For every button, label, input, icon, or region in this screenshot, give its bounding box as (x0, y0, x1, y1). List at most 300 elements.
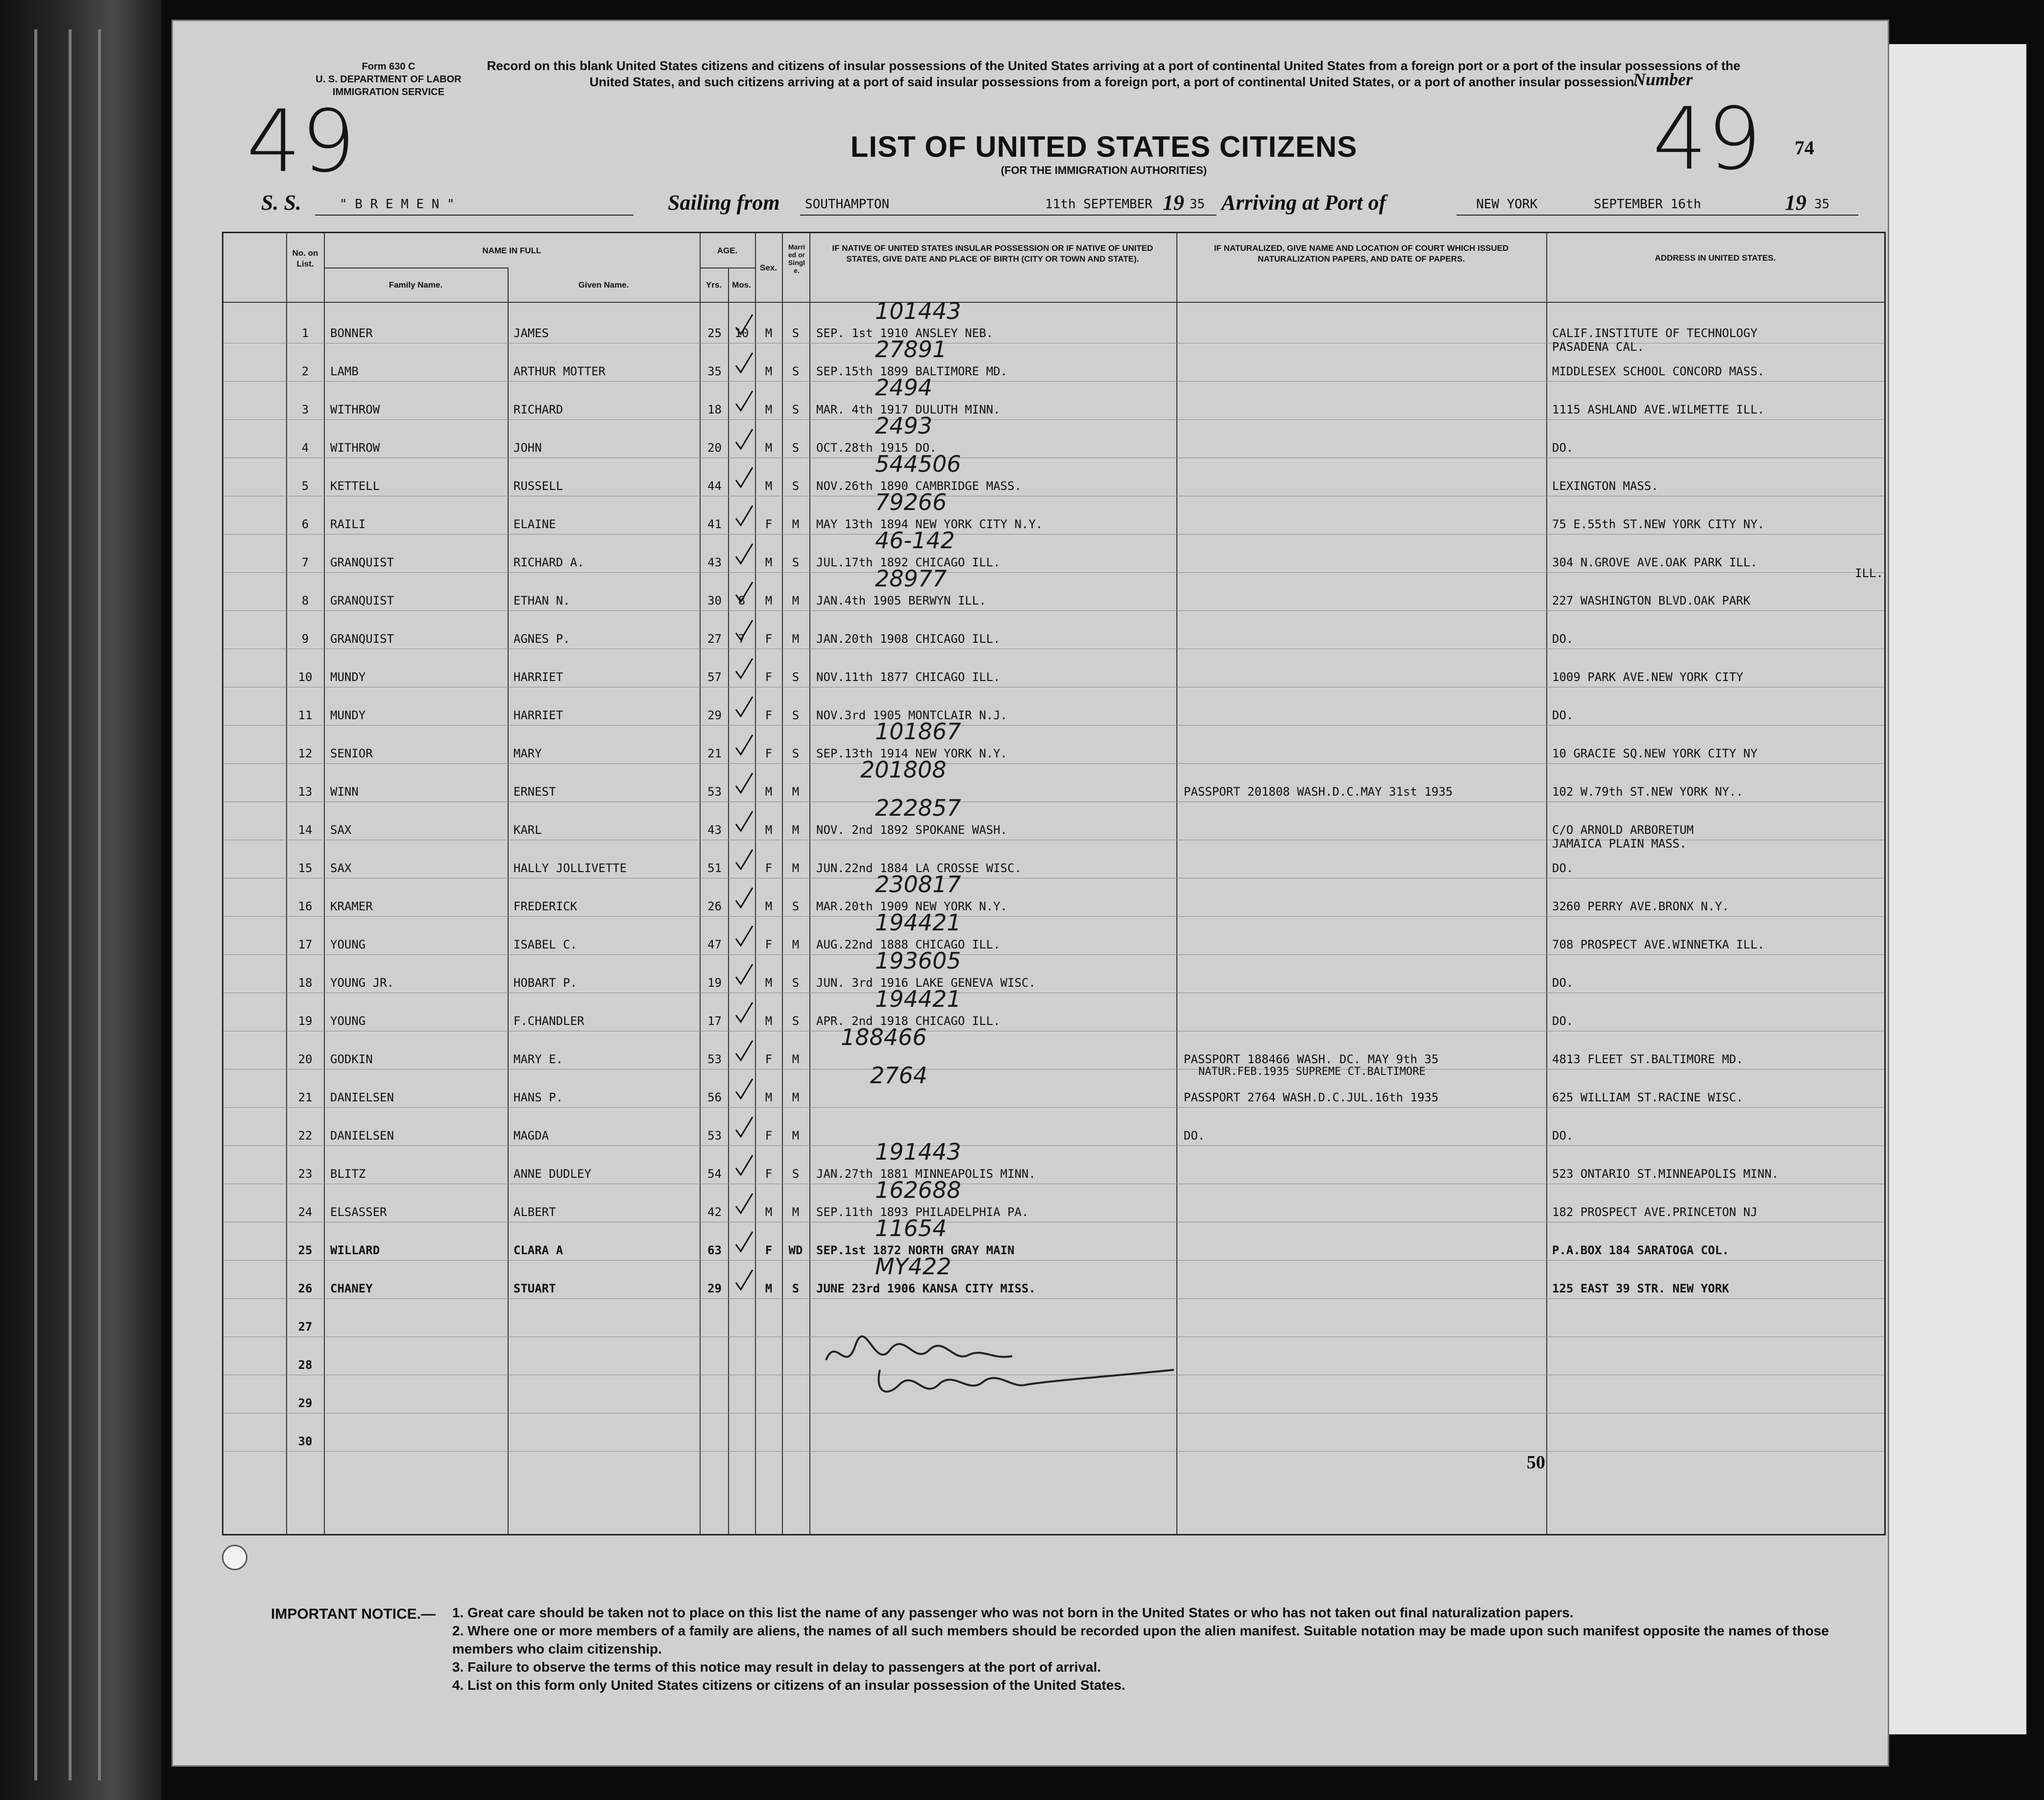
cell-given: RICHARD (513, 403, 563, 416)
row-rule (223, 1145, 1884, 1146)
cell-birth: AUG.22nd 1888 CHICAGO ILL. (816, 938, 1000, 951)
page-subtitle: (FOR THE IMMIGRATION AUTHORITIES) (1000, 164, 1207, 176)
handwritten-note: 46-142 (875, 527, 955, 554)
cell-mos: 8 (738, 594, 746, 608)
cell-ms: S (792, 900, 800, 913)
check-mark-icon (733, 542, 754, 565)
row-rule (223, 1069, 1884, 1070)
cell-given: MARY E. (513, 1052, 563, 1066)
cell-sex: F (765, 708, 773, 722)
cell-nat: PASSPORT 188466 WASH. DC. MAY 9th 35 (1184, 1052, 1439, 1066)
cell-ms: S (792, 976, 800, 990)
cell-birth: OCT.28th 1915 DO. (816, 441, 937, 455)
handwritten-note: 28977 (875, 565, 947, 592)
cell-family: WILLARD (330, 1243, 380, 1257)
cell-given: ARTHUR MOTTER (513, 365, 606, 378)
cell-given: CLARA A (513, 1243, 563, 1257)
cell-family: BLITZ (330, 1167, 366, 1181)
punch-hole (222, 1545, 247, 1570)
cell-yrs: 19 (707, 976, 722, 990)
cell-addr2: JAMAICA PLAIN MASS. (1552, 837, 1687, 851)
cell-yrs: 43 (707, 556, 722, 569)
check-mark-icon (733, 657, 754, 680)
arriving-port: NEW YORK (1476, 197, 1538, 212)
manifest-sheet (171, 20, 1889, 1767)
cell-no: 3 (301, 403, 309, 416)
cell-birth: JUN. 3rd 1916 LAKE GENEVA WISC. (816, 976, 1036, 990)
cell-addr: 523 ONTARIO ST.MINNEAPOLIS MINN. (1552, 1167, 1779, 1181)
handwritten-note: 194421 (875, 909, 961, 936)
cell-addr: 10 GRACIE SQ.NEW YORK CITY NY (1552, 747, 1758, 760)
cell-given: HOBART P. (513, 976, 578, 990)
row-rule (223, 610, 1884, 611)
list-number-right: 49 (1653, 90, 1762, 189)
cell-ms: S (792, 403, 800, 416)
cell-birth: NOV.11th 1877 CHICAGO ILL. (816, 670, 1000, 684)
cell-sex: M (765, 1091, 773, 1104)
check-mark-icon (733, 886, 754, 909)
row-rule (223, 534, 1884, 535)
cell-birth: MAY 13th 1894 NEW YORK CITY N.Y. (816, 517, 1043, 531)
sailing-port: SOUTHAMPTON (805, 197, 890, 212)
cell-ms: S (792, 1282, 800, 1295)
cell-nat: PASSPORT 2764 WASH.D.C.JUL.16th 1935 (1184, 1091, 1439, 1104)
handwritten-note: 222857 (875, 795, 961, 821)
check-mark-icon (733, 1077, 754, 1100)
cell-given: RUSSELL (513, 479, 563, 493)
cell-yrs: 44 (707, 479, 722, 493)
number-label: Number (1633, 70, 1693, 89)
cell-given: ETHAN N. (513, 594, 570, 608)
cell-addr: 625 WILLIAM ST.RACINE WISC. (1552, 1091, 1744, 1104)
check-mark-icon (733, 1115, 754, 1139)
cell-sex: M (765, 823, 773, 837)
cell-sex: M (765, 900, 773, 913)
cell-family: BONNER (330, 326, 373, 340)
cell-mos: 10 (734, 326, 749, 340)
col-birth: IF NATIVE OF UNITED STATES INSULAR POSSESSION OR IF NATIVE OF UNITED STATES, GIVE DATE AND PLACE OF BIRTH (CITY OR TOWN AND STATE). (832, 243, 1153, 264)
cell-birth: SEP.13th 1914 NEW YORK N.Y. (816, 747, 1008, 760)
cell-sex: M (765, 556, 773, 569)
cell-yrs: 20 (707, 441, 722, 455)
check-mark-icon (733, 351, 754, 374)
cell-family: SAX (330, 823, 352, 837)
cell-ms: S (792, 326, 800, 340)
cell-yrs: 53 (707, 1129, 722, 1143)
cell-ms: M (792, 632, 800, 646)
cell-family: GRANQUIST (330, 632, 394, 646)
cell-addr: DO. (1552, 1129, 1574, 1143)
cell-no: 10 (298, 670, 313, 684)
notice-item: 2. Where one or more members of a family are aliens, the names of all such members should be recorded upon the alien manifest. Suitable notation may be made upon such manifest opposite the names of those members who claim citizenship. (452, 1623, 1829, 1656)
handwritten-note: 162688 (875, 1177, 961, 1203)
cell-sex: F (765, 938, 773, 951)
ss-label: S. S. (261, 191, 301, 215)
handwritten-note: 2493 (875, 413, 933, 439)
cell-addr: P.A.BOX 184 SARATOGA COL. (1552, 1243, 1729, 1257)
notice-label: IMPORTANT NOTICE.— (271, 1606, 436, 1622)
sailing-date: 11th SEPTEMBER (1045, 197, 1153, 212)
handwritten-note: 188466 (841, 1024, 927, 1050)
cell-family: KETTELL (330, 479, 380, 493)
passenger-table (222, 232, 1886, 1535)
row-rule (223, 1451, 1884, 1452)
cell-addr: 75 E.55th ST.NEW YORK CITY NY. (1552, 517, 1765, 531)
check-mark-icon (733, 962, 754, 986)
cell-addr: CALIF.INSTITUTE OF TECHNOLOGY (1552, 326, 1758, 340)
row-rule (223, 1107, 1884, 1108)
cell-no: 11 (298, 708, 313, 722)
handwritten-note: 101443 (875, 298, 961, 324)
row-rule (223, 419, 1884, 420)
cell-given: ELAINE (513, 517, 556, 531)
col-no: No. on List. (292, 248, 318, 268)
row-rule (223, 1260, 1884, 1261)
check-mark-icon (733, 313, 754, 336)
cell-family: MUNDY (330, 670, 366, 684)
cell-given: HARRIET (513, 670, 563, 684)
cell-no: 21 (298, 1091, 313, 1104)
row-rule (223, 763, 1884, 764)
cell-no: 1 (301, 326, 309, 340)
form-code-line: Form 630 C (362, 61, 415, 72)
arriving-year: 35 (1814, 197, 1830, 212)
cell-nat2: NATUR.FEB.1935 SUPREME CT.BALTIMORE (1198, 1066, 1426, 1078)
cell-family: WINN (330, 785, 359, 799)
cell-given: RICHARD A. (513, 556, 584, 569)
notice-item: 1. Great care should be taken not to place on this list the name of any passenger who was not born in the United States or who has not taken out final naturalization papers. (452, 1605, 1574, 1620)
cell-given: AGNES P. (513, 632, 570, 646)
cell-no: 4 (301, 441, 309, 455)
row-rule (223, 916, 1884, 917)
handwritten-note: 101867 (875, 718, 961, 745)
cell-addr: DO. (1552, 976, 1574, 990)
cell-addr2: ILL. (1855, 566, 1883, 580)
cell-sex: M (765, 1014, 773, 1028)
form-code-line: IMMIGRATION SERVICE (332, 87, 445, 97)
cell-ms: M (792, 938, 800, 951)
underline (1457, 215, 1858, 216)
handwritten-note: 201808 (860, 756, 947, 783)
cell-ms: M (792, 1052, 800, 1066)
cell-given: MARY (513, 747, 542, 760)
cell-given: HANS P. (513, 1091, 563, 1104)
cell-birth: SEP.15th 1899 BALTIMORE MD. (816, 365, 1008, 378)
column-divider (286, 233, 287, 1534)
cell-sex: F (765, 1167, 773, 1181)
cell-yrs: 53 (707, 1052, 722, 1066)
cell-no: 9 (301, 632, 309, 646)
ship-name: " B R E M E N " (340, 197, 455, 212)
cell-no: 7 (301, 556, 309, 569)
cell-no: 15 (298, 861, 313, 875)
check-mark-icon (733, 618, 754, 642)
cell-sex: M (765, 976, 773, 990)
cell-given: ISABEL C. (513, 938, 578, 951)
check-mark-icon (733, 733, 754, 756)
column-divider (324, 233, 325, 1534)
cell-ms: S (792, 556, 800, 569)
cell-given: FREDERICK (513, 900, 578, 913)
cell-ms: S (792, 441, 800, 455)
form-code-line: U. S. DEPARTMENT OF LABOR (316, 74, 462, 85)
cell-family: DANIELSEN (330, 1091, 394, 1104)
cell-no: 12 (298, 747, 313, 760)
notice-item: 3. Failure to observe the terms of this notice may result in delay to passengers at the port of arrival. (452, 1659, 1101, 1675)
binder-edge (0, 0, 162, 1800)
cell-sex: M (765, 594, 773, 608)
cell-no: 17 (298, 938, 313, 951)
cell-addr: 1115 ASHLAND AVE.WILMETTE ILL. (1552, 403, 1765, 416)
cell-family: DANIELSEN (330, 1129, 394, 1143)
cell-birth: MAR.20th 1909 NEW YORK N.Y. (816, 900, 1008, 913)
cell-yrs: 35 (707, 365, 722, 378)
cell-no: 20 (298, 1052, 313, 1066)
cell-addr: DO. (1552, 441, 1574, 455)
cell-sex: F (765, 670, 773, 684)
cell-no: 30 (298, 1435, 313, 1448)
cell-no: 23 (298, 1167, 313, 1181)
page-total: 50 (1527, 1452, 1545, 1473)
col-name-in-full: NAME IN FULL (482, 246, 541, 255)
cell-given: F.CHANDLER (513, 1014, 584, 1028)
check-mark-icon (733, 848, 754, 871)
cell-yrs: 18 (707, 403, 722, 416)
cell-yrs: 29 (707, 1282, 722, 1295)
cell-ms: S (792, 708, 800, 722)
cell-birth: APR. 2nd 1918 CHICAGO ILL. (816, 1014, 1000, 1028)
cell-ms: M (792, 861, 800, 875)
corner-number: 74 (1795, 137, 1814, 159)
cell-no: 19 (298, 1014, 313, 1028)
cell-yrs: 53 (707, 785, 722, 799)
cell-yrs: 63 (707, 1243, 722, 1257)
cell-addr: 708 PROSPECT AVE.WINNETKA ILL. (1552, 938, 1765, 951)
cell-ms: S (792, 1167, 800, 1181)
check-mark-icon (733, 389, 754, 413)
row-rule (223, 954, 1884, 955)
cell-birth: SEP.1st 1872 NORTH GRAY MAIN (816, 1243, 1015, 1257)
cell-no: 24 (298, 1205, 313, 1219)
cell-no: 28 (298, 1358, 313, 1372)
col-sex: Sex. (760, 263, 777, 272)
cell-sex: F (765, 1243, 773, 1257)
arriving-date: SEPTEMBER 16th (1594, 197, 1702, 212)
cell-yrs: 56 (707, 1091, 722, 1104)
cell-ms: S (792, 670, 800, 684)
cell-given: JAMES (513, 326, 549, 340)
cell-no: 26 (298, 1282, 313, 1295)
col-yrs: Yrs. (706, 280, 722, 290)
cell-birth: JAN.27th 1881 MINNEAPOLIS MINN. (816, 1167, 1036, 1181)
col-given: Given Name. (578, 280, 629, 290)
binder-edge-line (69, 29, 72, 1780)
row-rule (223, 1298, 1884, 1299)
cell-sex: M (765, 365, 773, 378)
cell-yrs: 43 (707, 823, 722, 837)
cell-yrs: 27 (707, 632, 722, 646)
cell-family: YOUNG (330, 938, 366, 951)
cell-ms: M (792, 1091, 800, 1104)
cell-sex: F (765, 517, 773, 531)
cell-family: SENIOR (330, 747, 373, 760)
cell-family: YOUNG JR. (330, 976, 394, 990)
handwritten-note: 79266 (875, 489, 947, 515)
handwritten-note: 2494 (875, 374, 933, 401)
binder-edge-line (34, 29, 37, 1780)
col-family: Family Name. (389, 280, 443, 290)
check-mark-icon (733, 1000, 754, 1024)
cell-yrs: 42 (707, 1205, 722, 1219)
cell-given: HARRIET (513, 708, 563, 722)
cell-addr: DO. (1552, 632, 1574, 646)
arriving-year-prefix: 19 (1785, 191, 1806, 215)
handwritten-note: 11654 (875, 1215, 947, 1241)
check-mark-icon (733, 465, 754, 489)
notice-item: 4. List on this form only United States citizens or citizens of an insular possession of the United States. (452, 1678, 1125, 1693)
cell-ms: M (792, 594, 800, 608)
cell-no: 29 (298, 1396, 313, 1410)
cell-sex: M (765, 479, 773, 493)
row-rule (223, 381, 1884, 382)
handwritten-note: 194421 (875, 986, 961, 1012)
handwritten-note: MY422 (875, 1253, 951, 1280)
cell-birth: SEP. 1st 1910 ANSLEY NEB. (816, 326, 994, 340)
instruction-text: Record on this blank United States citizens and citizens of insular possessions of the United States arriving at a port of continental United States from a foreign port or a port of the insular possessions of the United States, and such citizens arriving at a port of said insular possessions from a foreign port, a port of continental United States, or a port of another insular possession. (487, 58, 1741, 89)
cell-birth: NOV.3rd 1905 MONTCLAIR N.J. (816, 708, 1008, 722)
cell-family: GODKIN (330, 1052, 373, 1066)
col-married: Married or Single. (788, 243, 805, 274)
cell-addr2: PASADENA CAL. (1552, 340, 1644, 354)
cell-family: KRAMER (330, 900, 373, 913)
cell-no: 13 (298, 785, 313, 799)
cell-addr: 182 PROSPECT AVE.PRINCETON NJ (1552, 1205, 1758, 1219)
cell-family: YOUNG (330, 1014, 366, 1028)
cell-sex: F (765, 1052, 773, 1066)
cell-addr: 3260 PERRY AVE.BRONX N.Y. (1552, 900, 1729, 913)
cell-given: HALLY JOLLIVETTE (513, 861, 627, 875)
row-rule (223, 572, 1884, 573)
cell-given: JOHN (513, 441, 542, 455)
cell-family: WITHROW (330, 441, 380, 455)
arriving-label: Arriving at Port of (1221, 191, 1387, 215)
handwritten-note: 193605 (875, 948, 961, 974)
cell-given: ERNEST (513, 785, 556, 799)
check-mark-icon (733, 809, 754, 833)
column-divider (700, 233, 701, 1534)
cell-no: 8 (301, 594, 309, 608)
cell-sex: F (765, 747, 773, 760)
cell-no: 22 (298, 1129, 313, 1143)
handwritten-note: 191443 (875, 1139, 961, 1165)
cell-addr: 125 EAST 39 STR. NEW YORK (1552, 1282, 1729, 1295)
cell-birth: JUN.22nd 1884 LA CROSSE WISC. (816, 861, 1022, 875)
list-number-left: 49 (246, 92, 356, 192)
check-mark-icon (733, 695, 754, 718)
cell-yrs: 47 (707, 938, 722, 951)
cell-family: SAX (330, 861, 352, 875)
cell-sex: F (765, 861, 773, 875)
header-divider (223, 302, 1884, 303)
cell-addr: 304 N.GROVE AVE.OAK PARK ILL. (1552, 556, 1758, 569)
handwritten-note: 2764 (870, 1062, 928, 1089)
cell-addr: 102 W.79th ST.NEW YORK NY.. (1552, 785, 1744, 799)
cell-no: 2 (301, 365, 309, 378)
cell-ms: S (792, 747, 800, 760)
cell-yrs: 51 (707, 861, 722, 875)
cell-no: 16 (298, 900, 313, 913)
sailing-year: 35 (1190, 197, 1205, 212)
cell-ms: S (792, 365, 800, 378)
cell-birth: JAN.20th 1908 CHICAGO ILL. (816, 632, 1000, 646)
cell-ms: S (792, 1014, 800, 1028)
column-divider (782, 233, 783, 1534)
check-mark-icon (733, 580, 754, 604)
cell-addr: 4813 FLEET ST.BALTIMORE MD. (1552, 1052, 1744, 1066)
check-mark-icon (733, 427, 754, 451)
check-mark-icon (733, 1039, 754, 1062)
underline (315, 215, 633, 216)
cell-sex: F (765, 1129, 773, 1143)
cell-addr: LEXINGTON MASS. (1552, 479, 1658, 493)
cell-ms: M (792, 1205, 800, 1219)
cell-given: KARL (513, 823, 542, 837)
cell-sex: F (765, 632, 773, 646)
cell-addr: DO. (1552, 861, 1574, 875)
cell-birth: JUNE 23rd 1906 KANSA CITY MISS. (816, 1282, 1036, 1295)
cell-given: ALBERT (513, 1205, 556, 1219)
cell-yrs: 57 (707, 670, 722, 684)
col-address: ADDRESS IN UNITED STATES. (1655, 253, 1776, 263)
cell-no: 6 (301, 517, 309, 531)
cell-addr: DO. (1552, 708, 1574, 722)
cell-family: MUNDY (330, 708, 366, 722)
sailing-year-prefix: 19 (1163, 191, 1184, 215)
cell-sex: M (765, 1282, 773, 1295)
cell-ms: M (792, 785, 800, 799)
sailing-label: Sailing from (668, 191, 780, 215)
cell-yrs: 21 (707, 747, 722, 760)
cell-yrs: 17 (707, 1014, 722, 1028)
cell-birth: MAR. 4th 1917 DULUTH MINN. (816, 403, 1000, 416)
underline (800, 215, 1217, 216)
cell-yrs: 29 (707, 708, 722, 722)
cell-family: GRANQUIST (330, 594, 394, 608)
cell-yrs: 54 (707, 1167, 722, 1181)
cell-sex: M (765, 785, 773, 799)
page-title: LIST OF UNITED STATES CITIZENS (850, 130, 1358, 163)
column-divider (1546, 233, 1547, 1534)
cell-no: 5 (301, 479, 309, 493)
handwritten-signature (806, 1316, 1247, 1414)
cell-yrs: 26 (707, 900, 722, 913)
cell-addr: 227 WASHINGTON BLVD.OAK PARK (1552, 594, 1751, 608)
cell-ms: M (792, 517, 800, 531)
col-age: AGE. (717, 246, 738, 255)
row-rule (223, 725, 1884, 726)
handwritten-note: 544506 (875, 451, 961, 477)
cell-sex: M (765, 326, 773, 340)
cell-ms: M (792, 823, 800, 837)
cell-no: 25 (298, 1243, 313, 1257)
cell-sex: M (765, 441, 773, 455)
check-mark-icon (733, 1153, 754, 1177)
cell-ms: WD (788, 1243, 803, 1257)
cell-family: CHANEY (330, 1282, 373, 1295)
cell-ms: S (792, 479, 800, 493)
cell-no: 27 (298, 1320, 313, 1334)
cell-mos: 7 (738, 632, 746, 646)
